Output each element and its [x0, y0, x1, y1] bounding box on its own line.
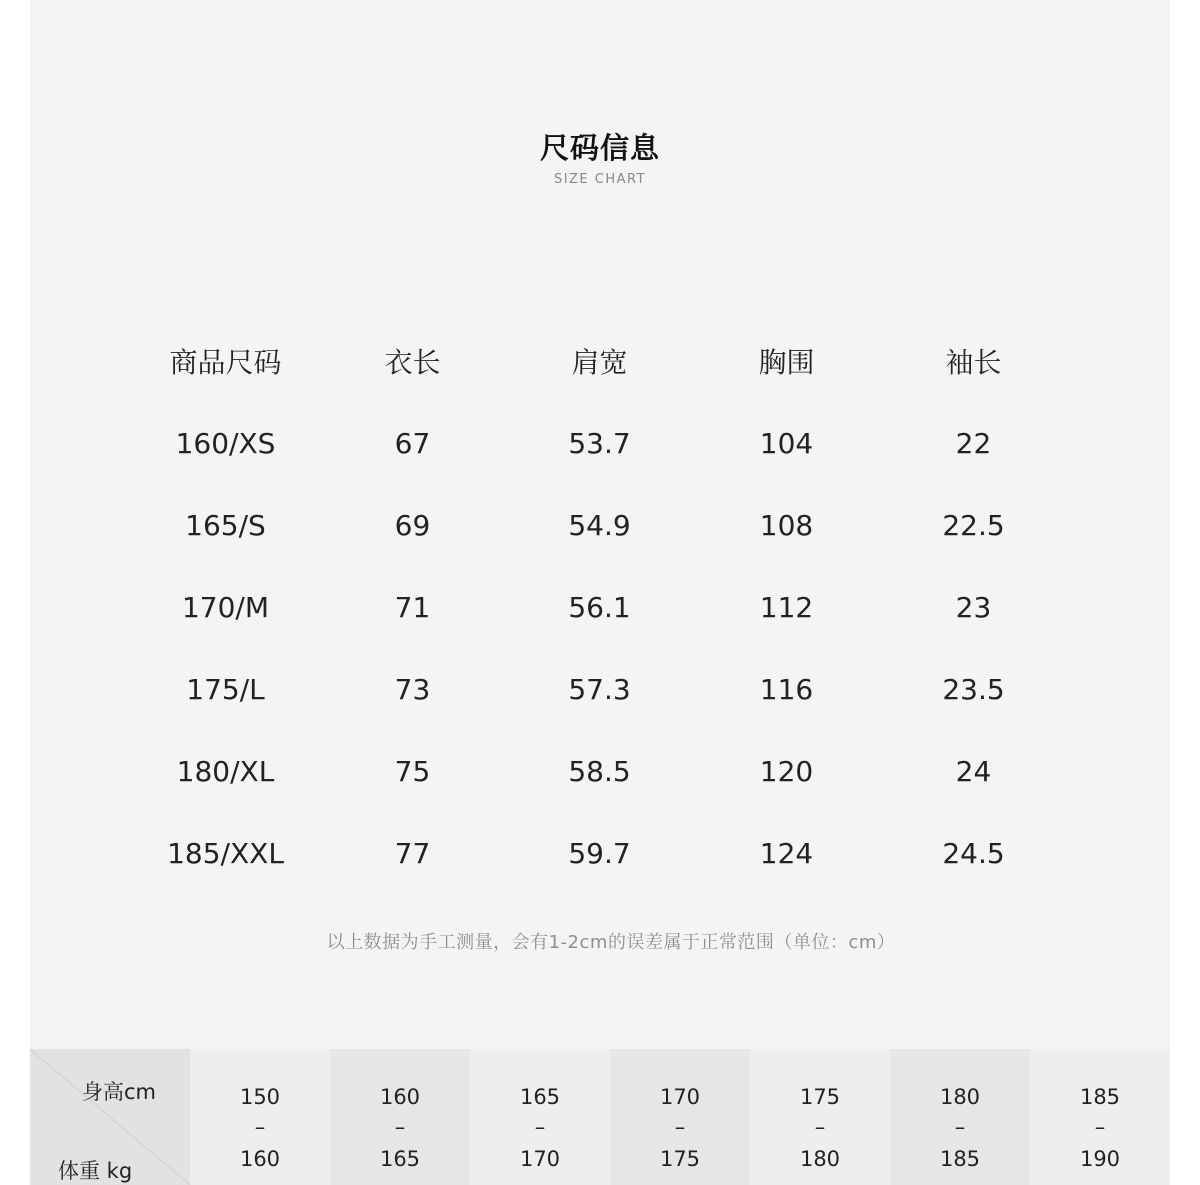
weight-value: 165: [379, 1147, 421, 1171]
table-cell: 77: [394, 836, 431, 870]
reference-column: [330, 1049, 470, 1185]
table-row: [132, 484, 1068, 566]
range-separator: –: [674, 1115, 686, 1139]
reference-column: [890, 1049, 1030, 1185]
table-cell: 67: [394, 426, 431, 460]
reference-column: [610, 1049, 750, 1185]
table-cell: 160/XS: [175, 426, 276, 460]
table-cell: 22.5: [942, 508, 1005, 542]
table-cell: 23.5: [942, 672, 1005, 706]
height-value: 165: [519, 1085, 561, 1109]
weight-value: 170: [519, 1147, 561, 1171]
table-cell: 54.9: [568, 508, 631, 542]
table-cell: 69: [394, 508, 431, 542]
table-row: [132, 402, 1068, 484]
column-header-size: 商品尺码: [169, 346, 282, 379]
weight-value: 185: [939, 1147, 981, 1171]
height-value: 150: [239, 1085, 281, 1109]
height-value: 185: [1079, 1085, 1121, 1109]
table-cell: 75: [394, 754, 431, 788]
table-cell: 104: [759, 426, 814, 460]
table-cell: 59.7: [568, 836, 631, 870]
height-value: 180: [939, 1085, 981, 1109]
weight-value: 190: [1079, 1147, 1121, 1171]
reference-corner-cell: [30, 1049, 190, 1185]
table-cell: 112: [759, 590, 814, 624]
reference-column: [190, 1049, 330, 1185]
size-table: [132, 320, 1068, 894]
table-cell: 175/L: [186, 672, 265, 706]
range-separator: –: [814, 1115, 826, 1139]
table-row: [132, 812, 1068, 894]
table-row: [132, 566, 1068, 648]
reference-column: [750, 1049, 890, 1185]
weight-value: 175: [659, 1147, 701, 1171]
table-cell: 24.5: [942, 836, 1005, 870]
table-row: [132, 730, 1068, 812]
height-value: 175: [799, 1085, 841, 1109]
range-separator: –: [954, 1115, 966, 1139]
column-header-chest: 胸围: [758, 346, 815, 379]
weight-label: 体重 kg: [58, 1159, 133, 1183]
range-separator: –: [534, 1115, 546, 1139]
range-separator: –: [394, 1115, 406, 1139]
table-cell: 124: [759, 836, 814, 870]
reference-column: [470, 1049, 610, 1185]
table-cell: 22: [955, 426, 992, 460]
page-subtitle: SIZE CHART: [553, 172, 647, 187]
table-cell: 56.1: [568, 590, 631, 624]
table-cell: 23: [955, 590, 992, 624]
table-header-row: [132, 320, 1068, 402]
table-cell: 116: [759, 672, 814, 706]
table-cell: 170/M: [181, 590, 270, 624]
column-header-sleeve: 袖长: [945, 346, 1002, 379]
height-value: 170: [659, 1085, 701, 1109]
table-row: [132, 648, 1068, 730]
measurement-note: 以上数据为手工测量，会有1-2cm的误差属于正常范围（单位：cm）: [326, 932, 896, 953]
range-separator: –: [254, 1115, 266, 1139]
table-cell: 165/S: [185, 508, 266, 542]
page-title: 尺码信息: [539, 131, 660, 165]
range-separator: –: [1094, 1115, 1106, 1139]
weight-value: 180: [799, 1147, 841, 1171]
table-cell: 180/XL: [176, 754, 275, 788]
column-header-length: 衣长: [384, 346, 441, 379]
table-cell: 24: [955, 754, 992, 788]
height-label: 身高cm: [82, 1080, 157, 1104]
column-header-shoulder: 肩宽: [571, 346, 628, 379]
weight-value: 160: [239, 1147, 281, 1171]
reference-column: [1030, 1049, 1170, 1185]
height-weight-reference: [30, 1049, 1170, 1185]
table-cell: 57.3: [568, 672, 631, 706]
table-cell: 71: [394, 590, 431, 624]
table-cell: 73: [394, 672, 431, 706]
height-value: 160: [379, 1085, 421, 1109]
table-cell: 120: [759, 754, 814, 788]
table-cell: 58.5: [568, 754, 631, 788]
table-cell: 53.7: [568, 426, 631, 460]
table-cell: 185/XXL: [167, 836, 284, 870]
table-cell: 108: [759, 508, 814, 542]
